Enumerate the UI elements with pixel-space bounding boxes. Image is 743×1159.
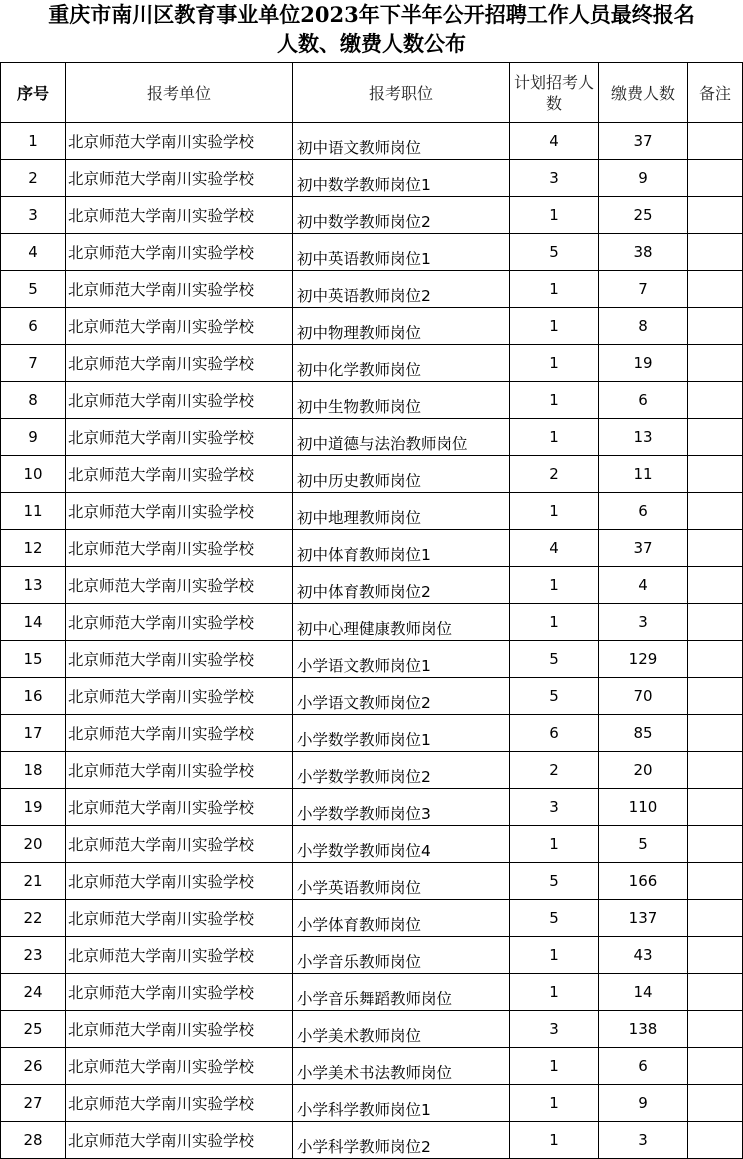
cell-paid: 8	[599, 308, 688, 345]
cell-unit: 北京师范大学南川实验学校	[66, 456, 293, 493]
cell-planned: 4	[510, 530, 599, 567]
header-position: 报考职位	[293, 63, 510, 123]
cell-seq: 15	[1, 641, 66, 678]
cell-planned: 1	[510, 493, 599, 530]
cell-seq: 27	[1, 1085, 66, 1122]
cell-planned: 1	[510, 271, 599, 308]
cell-remark	[688, 345, 743, 382]
table-row	[1, 752, 743, 789]
cell-position: 小学语文教师岗位2	[293, 678, 510, 715]
table-row	[1, 863, 743, 900]
cell-position: 初中体育教师岗位1	[293, 530, 510, 567]
cell-planned: 3	[510, 160, 599, 197]
cell-planned: 1	[510, 937, 599, 974]
table-row	[1, 1085, 743, 1122]
cell-unit: 北京师范大学南川实验学校	[66, 863, 293, 900]
cell-paid: 166	[599, 863, 688, 900]
cell-paid: 3	[599, 604, 688, 641]
cell-seq: 13	[1, 567, 66, 604]
header-unit: 报考单位	[66, 63, 293, 123]
cell-remark	[688, 271, 743, 308]
table-row	[1, 678, 743, 715]
cell-paid: 43	[599, 937, 688, 974]
cell-unit: 北京师范大学南川实验学校	[66, 382, 293, 419]
cell-paid: 6	[599, 493, 688, 530]
cell-position: 小学美术书法教师岗位	[293, 1048, 510, 1085]
table-row	[1, 530, 743, 567]
cell-remark	[688, 641, 743, 678]
cell-position: 小学语文教师岗位1	[293, 641, 510, 678]
cell-position: 小学音乐舞蹈教师岗位	[293, 974, 510, 1011]
table-row	[1, 1048, 743, 1085]
cell-paid: 6	[599, 1048, 688, 1085]
title-line-1: 重庆市南川区教育事业单位2023年下半年公开招聘工作人员最终报名	[48, 2, 695, 27]
cell-planned: 1	[510, 308, 599, 345]
cell-position: 小学科学教师岗位2	[293, 1122, 510, 1159]
cell-planned: 1	[510, 1048, 599, 1085]
table-row	[1, 604, 743, 641]
cell-remark	[688, 900, 743, 937]
cell-seq: 1	[1, 123, 66, 160]
table-row	[1, 382, 743, 419]
cell-paid: 7	[599, 271, 688, 308]
cell-seq: 23	[1, 937, 66, 974]
cell-remark	[688, 123, 743, 160]
cell-seq: 10	[1, 456, 66, 493]
cell-position: 初中历史教师岗位	[293, 456, 510, 493]
cell-seq: 26	[1, 1048, 66, 1085]
cell-position: 小学英语教师岗位	[293, 863, 510, 900]
cell-seq: 5	[1, 271, 66, 308]
cell-remark	[688, 974, 743, 1011]
cell-remark	[688, 1122, 743, 1159]
cell-planned: 6	[510, 715, 599, 752]
cell-paid: 37	[599, 123, 688, 160]
cell-position: 初中语文教师岗位	[293, 123, 510, 160]
cell-unit: 北京师范大学南川实验学校	[66, 1085, 293, 1122]
cell-seq: 2	[1, 160, 66, 197]
cell-seq: 4	[1, 234, 66, 271]
cell-unit: 北京师范大学南川实验学校	[66, 789, 293, 826]
cell-remark	[688, 1011, 743, 1048]
cell-seq: 22	[1, 900, 66, 937]
cell-planned: 1	[510, 345, 599, 382]
table-row	[1, 715, 743, 752]
cell-paid: 137	[599, 900, 688, 937]
cell-paid: 14	[599, 974, 688, 1011]
table-row	[1, 974, 743, 1011]
cell-position: 小学体育教师岗位	[293, 900, 510, 937]
cell-unit: 北京师范大学南川实验学校	[66, 604, 293, 641]
cell-planned: 2	[510, 752, 599, 789]
header-planned: 计划招考人数	[510, 63, 599, 123]
cell-remark	[688, 382, 743, 419]
cell-position: 初中心理健康教师岗位	[293, 604, 510, 641]
cell-planned: 1	[510, 974, 599, 1011]
cell-position: 初中化学教师岗位	[293, 345, 510, 382]
cell-seq: 3	[1, 197, 66, 234]
table-row	[1, 456, 743, 493]
table-row	[1, 1011, 743, 1048]
document-title	[0, 0, 743, 62]
header-remark: 备注	[688, 63, 743, 123]
cell-unit: 北京师范大学南川实验学校	[66, 160, 293, 197]
table-row	[1, 493, 743, 530]
cell-paid: 9	[599, 1085, 688, 1122]
cell-remark	[688, 789, 743, 826]
cell-seq: 11	[1, 493, 66, 530]
cell-paid: 3	[599, 1122, 688, 1159]
cell-planned: 2	[510, 456, 599, 493]
cell-seq: 16	[1, 678, 66, 715]
cell-remark	[688, 419, 743, 456]
cell-remark	[688, 1085, 743, 1122]
cell-remark	[688, 493, 743, 530]
cell-position: 初中道德与法治教师岗位	[293, 419, 510, 456]
registration-table	[0, 62, 743, 1159]
cell-unit: 北京师范大学南川实验学校	[66, 197, 293, 234]
cell-planned: 3	[510, 789, 599, 826]
cell-paid: 5	[599, 826, 688, 863]
cell-planned: 3	[510, 1011, 599, 1048]
cell-position: 初中数学教师岗位1	[293, 160, 510, 197]
cell-position: 小学数学教师岗位1	[293, 715, 510, 752]
cell-position: 小学数学教师岗位2	[293, 752, 510, 789]
table-row	[1, 271, 743, 308]
cell-seq: 6	[1, 308, 66, 345]
cell-paid: 138	[599, 1011, 688, 1048]
table-row	[1, 345, 743, 382]
cell-position: 小学科学教师岗位1	[293, 1085, 510, 1122]
cell-planned: 1	[510, 604, 599, 641]
cell-remark	[688, 308, 743, 345]
header-paid: 缴费人数	[599, 63, 688, 123]
cell-remark	[688, 1048, 743, 1085]
cell-remark	[688, 160, 743, 197]
table-row	[1, 308, 743, 345]
cell-paid: 11	[599, 456, 688, 493]
cell-planned: 1	[510, 419, 599, 456]
cell-planned: 1	[510, 826, 599, 863]
cell-remark	[688, 678, 743, 715]
cell-remark	[688, 715, 743, 752]
table-row	[1, 234, 743, 271]
table-row	[1, 826, 743, 863]
cell-planned: 1	[510, 1122, 599, 1159]
cell-unit: 北京师范大学南川实验学校	[66, 530, 293, 567]
cell-remark	[688, 567, 743, 604]
cell-seq: 21	[1, 863, 66, 900]
cell-remark	[688, 863, 743, 900]
cell-paid: 38	[599, 234, 688, 271]
cell-remark	[688, 604, 743, 641]
cell-unit: 北京师范大学南川实验学校	[66, 678, 293, 715]
cell-planned: 1	[510, 567, 599, 604]
cell-paid: 37	[599, 530, 688, 567]
cell-seq: 19	[1, 789, 66, 826]
cell-position: 初中物理教师岗位	[293, 308, 510, 345]
cell-paid: 6	[599, 382, 688, 419]
cell-unit: 北京师范大学南川实验学校	[66, 641, 293, 678]
cell-paid: 19	[599, 345, 688, 382]
cell-unit: 北京师范大学南川实验学校	[66, 937, 293, 974]
cell-paid: 110	[599, 789, 688, 826]
cell-position: 初中英语教师岗位1	[293, 234, 510, 271]
cell-planned: 1	[510, 1085, 599, 1122]
cell-remark	[688, 826, 743, 863]
cell-seq: 8	[1, 382, 66, 419]
cell-seq: 28	[1, 1122, 66, 1159]
cell-paid: 13	[599, 419, 688, 456]
table-row	[1, 789, 743, 826]
table-row	[1, 419, 743, 456]
cell-unit: 北京师范大学南川实验学校	[66, 123, 293, 160]
cell-unit: 北京师范大学南川实验学校	[66, 900, 293, 937]
cell-unit: 北京师范大学南川实验学校	[66, 974, 293, 1011]
cell-unit: 北京师范大学南川实验学校	[66, 826, 293, 863]
cell-planned: 5	[510, 234, 599, 271]
cell-position: 初中体育教师岗位2	[293, 567, 510, 604]
cell-unit: 北京师范大学南川实验学校	[66, 752, 293, 789]
cell-seq: 24	[1, 974, 66, 1011]
cell-unit: 北京师范大学南川实验学校	[66, 234, 293, 271]
cell-planned: 1	[510, 382, 599, 419]
cell-seq: 20	[1, 826, 66, 863]
cell-seq: 17	[1, 715, 66, 752]
cell-planned: 5	[510, 863, 599, 900]
cell-position: 初中英语教师岗位2	[293, 271, 510, 308]
cell-planned: 5	[510, 678, 599, 715]
cell-position: 小学音乐教师岗位	[293, 937, 510, 974]
cell-unit: 北京师范大学南川实验学校	[66, 1048, 293, 1085]
cell-seq: 14	[1, 604, 66, 641]
cell-seq: 25	[1, 1011, 66, 1048]
cell-unit: 北京师范大学南川实验学校	[66, 493, 293, 530]
table-row	[1, 197, 743, 234]
cell-seq: 18	[1, 752, 66, 789]
cell-paid: 25	[599, 197, 688, 234]
cell-position: 小学数学教师岗位4	[293, 826, 510, 863]
cell-paid: 9	[599, 160, 688, 197]
cell-planned: 5	[510, 641, 599, 678]
title-line-2: 人数、缴费人数公布	[277, 31, 466, 56]
cell-remark	[688, 197, 743, 234]
table-header-row	[1, 63, 743, 123]
cell-position: 小学美术教师岗位	[293, 1011, 510, 1048]
cell-remark	[688, 234, 743, 271]
cell-seq: 7	[1, 345, 66, 382]
cell-unit: 北京师范大学南川实验学校	[66, 308, 293, 345]
cell-remark	[688, 530, 743, 567]
cell-planned: 5	[510, 900, 599, 937]
cell-paid: 70	[599, 678, 688, 715]
table-row	[1, 160, 743, 197]
cell-unit: 北京师范大学南川实验学校	[66, 419, 293, 456]
cell-unit: 北京师范大学南川实验学校	[66, 345, 293, 382]
table-row	[1, 567, 743, 604]
header-seq: 序号	[1, 63, 66, 123]
cell-position: 初中数学教师岗位2	[293, 197, 510, 234]
cell-unit: 北京师范大学南川实验学校	[66, 1011, 293, 1048]
cell-paid: 20	[599, 752, 688, 789]
cell-planned: 1	[510, 197, 599, 234]
table-row	[1, 641, 743, 678]
cell-seq: 12	[1, 530, 66, 567]
table-row	[1, 900, 743, 937]
cell-remark	[688, 456, 743, 493]
cell-unit: 北京师范大学南川实验学校	[66, 715, 293, 752]
cell-position: 初中地理教师岗位	[293, 493, 510, 530]
cell-paid: 129	[599, 641, 688, 678]
cell-remark	[688, 752, 743, 789]
cell-unit: 北京师范大学南川实验学校	[66, 271, 293, 308]
cell-position: 小学数学教师岗位3	[293, 789, 510, 826]
table-row	[1, 1122, 743, 1159]
cell-planned: 4	[510, 123, 599, 160]
cell-remark	[688, 937, 743, 974]
cell-seq: 9	[1, 419, 66, 456]
cell-paid: 85	[599, 715, 688, 752]
table-row	[1, 937, 743, 974]
cell-paid: 4	[599, 567, 688, 604]
table-row	[1, 123, 743, 160]
cell-unit: 北京师范大学南川实验学校	[66, 567, 293, 604]
cell-unit: 北京师范大学南川实验学校	[66, 1122, 293, 1159]
cell-position: 初中生物教师岗位	[293, 382, 510, 419]
